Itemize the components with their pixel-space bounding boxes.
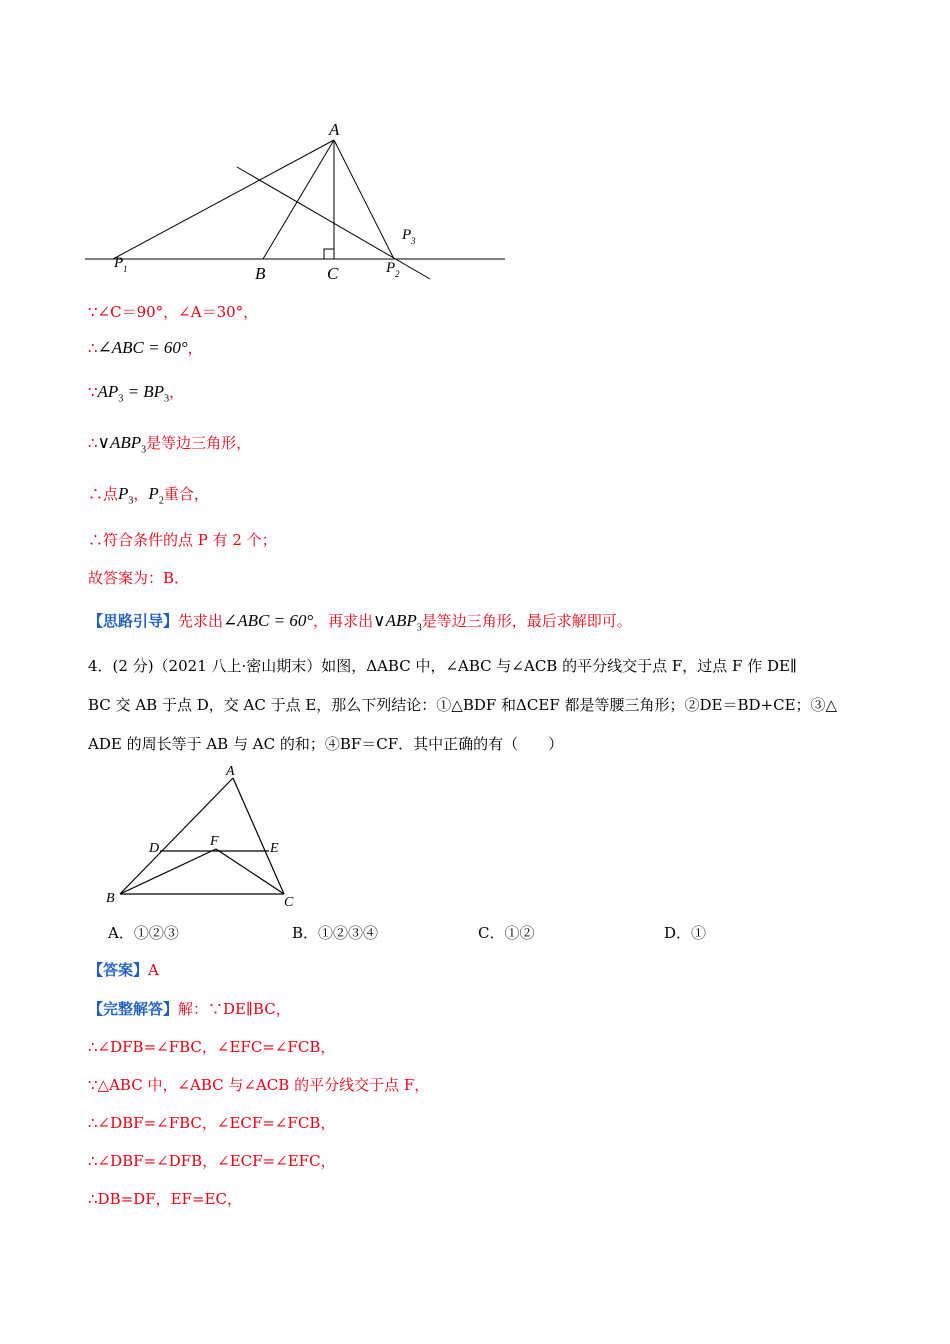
label-e: E	[270, 841, 279, 856]
label-p3: P	[402, 227, 412, 243]
full-solution-line-1	[88, 999, 291, 1019]
solution-line-2	[88, 338, 203, 358]
segment-a-p1	[113, 140, 334, 259]
question-4-line-3: ADE 的周长等于 AB 与 AC 的和；④BF＝CF．其中正确的有（ ）	[88, 735, 564, 753]
triangle-abp-text: ∨ABP	[97, 433, 142, 452]
p2-symbol	[148, 484, 164, 507]
question-4-line-2: BC 交 AB 于点 D，交 AC 于点 E，那么下列结论：①△BDF 和ΔCEF 都是等腰三角形；②DE＝BD+CE；③△	[88, 696, 838, 714]
question-4-line-1: 4．(2 分)（2021 八上·密山期末）如图，ΔABC 中，∠ABC 与∠ACB 的平分线交于点 F，过点 F 作 DE∥	[88, 657, 797, 675]
figure-triangle-p-points	[80, 115, 510, 285]
full-solution-line-5: ∴∠DBF=∠DFB，∠ECF=∠EFC，	[88, 1152, 336, 1170]
solution-line-3	[88, 382, 184, 409]
solution-line-5	[88, 484, 209, 511]
solution-line-1: ∵∠C＝90°，∠A＝30°，	[88, 303, 259, 321]
hint-triangle-sub: 3	[416, 622, 422, 634]
p3-text: P	[118, 484, 129, 503]
hint-text-b: ，再求出	[313, 612, 374, 630]
triangle-abp3	[97, 433, 147, 456]
option-d: D．①	[664, 924, 707, 942]
solution-line-6: ∴符合条件的点 P 有 2 个；	[88, 531, 277, 549]
p2-sub: 2	[158, 495, 164, 507]
full-solution-line-4: ∴∠DBF=∠FBC，∠ECF=∠FCB，	[88, 1114, 336, 1132]
option-b: B．①②③④	[292, 924, 379, 942]
p3-symbol	[118, 484, 134, 507]
hint-line	[88, 611, 632, 638]
comma: ，	[169, 383, 185, 401]
figure-triangle-def	[100, 760, 310, 910]
answer-tag: 【答案】	[88, 961, 149, 979]
full-solution-text-1: 解：∵DE∥BC，	[178, 1000, 291, 1018]
label-p1: P	[114, 255, 124, 271]
comma: ，	[187, 339, 203, 357]
coincide-text: 重合，	[163, 485, 209, 503]
label-p2-sub: 2	[395, 269, 400, 279]
label-p3-sub: 3	[411, 236, 416, 246]
hint-triangle	[373, 611, 422, 634]
option-a: A．①②③	[108, 924, 179, 942]
label-d: D	[149, 841, 160, 856]
label-f: F	[210, 834, 219, 849]
hint-text-a: 先求出	[178, 612, 224, 630]
eq-bp-text: = BP	[123, 382, 165, 401]
solution-line-7: 故答案为：B．	[88, 569, 190, 587]
right-angle-mark	[324, 249, 334, 259]
bp-sub: 3	[164, 393, 170, 405]
label-c: C	[327, 264, 339, 283]
hint-angle-expression: ∠ABC = 60°	[223, 611, 314, 630]
full-solution-line-6: ∴DB=DF，EF=EC，	[88, 1190, 242, 1208]
segment-a-b	[263, 140, 334, 259]
ap-sub: 3	[118, 393, 124, 405]
therefore-symbol: ∴	[88, 339, 98, 357]
ap3-bp3-expression	[97, 382, 170, 405]
equilateral-text: 是等边三角形，	[146, 434, 252, 452]
label-a: A	[226, 764, 235, 779]
label-c: C	[284, 895, 294, 910]
p3-sub: 3	[128, 495, 134, 507]
ap-text: AP	[97, 382, 119, 401]
hint-tag: 【思路引导】	[88, 612, 179, 630]
triangle-sub: 3	[141, 444, 147, 456]
point-prefix: ∴点	[88, 485, 119, 503]
hint-triangle-text: ∨ABP	[373, 611, 417, 630]
label-a: A	[329, 120, 340, 139]
because-symbol: ∵	[88, 383, 98, 401]
answer-value: A	[148, 961, 159, 979]
comma: ，	[133, 485, 149, 503]
label-b: B	[255, 264, 266, 283]
angle-abc-expression: ∠ABC = 60°	[97, 338, 188, 357]
answer-line	[88, 960, 159, 980]
hint-text-c: 是等边三角形，最后求解即可。	[421, 612, 632, 630]
label-p2: P	[386, 260, 396, 276]
full-solution-line-2: ∴∠DFB=∠FBC，∠EFC=∠FCB，	[88, 1038, 336, 1056]
p2-text: P	[148, 484, 159, 503]
full-solution-line-3: ∵△ABC 中，∠ABC 与∠ACB 的平分线交于点 F，	[88, 1076, 430, 1094]
solution-line-4	[88, 433, 251, 460]
therefore-symbol: ∴	[88, 434, 98, 452]
label-p1-sub: 1	[123, 264, 128, 274]
label-b: B	[106, 891, 115, 906]
option-c: C．①②	[478, 924, 535, 942]
segment-bf	[120, 849, 216, 894]
full-solution-tag: 【完整解答】	[88, 1000, 179, 1018]
